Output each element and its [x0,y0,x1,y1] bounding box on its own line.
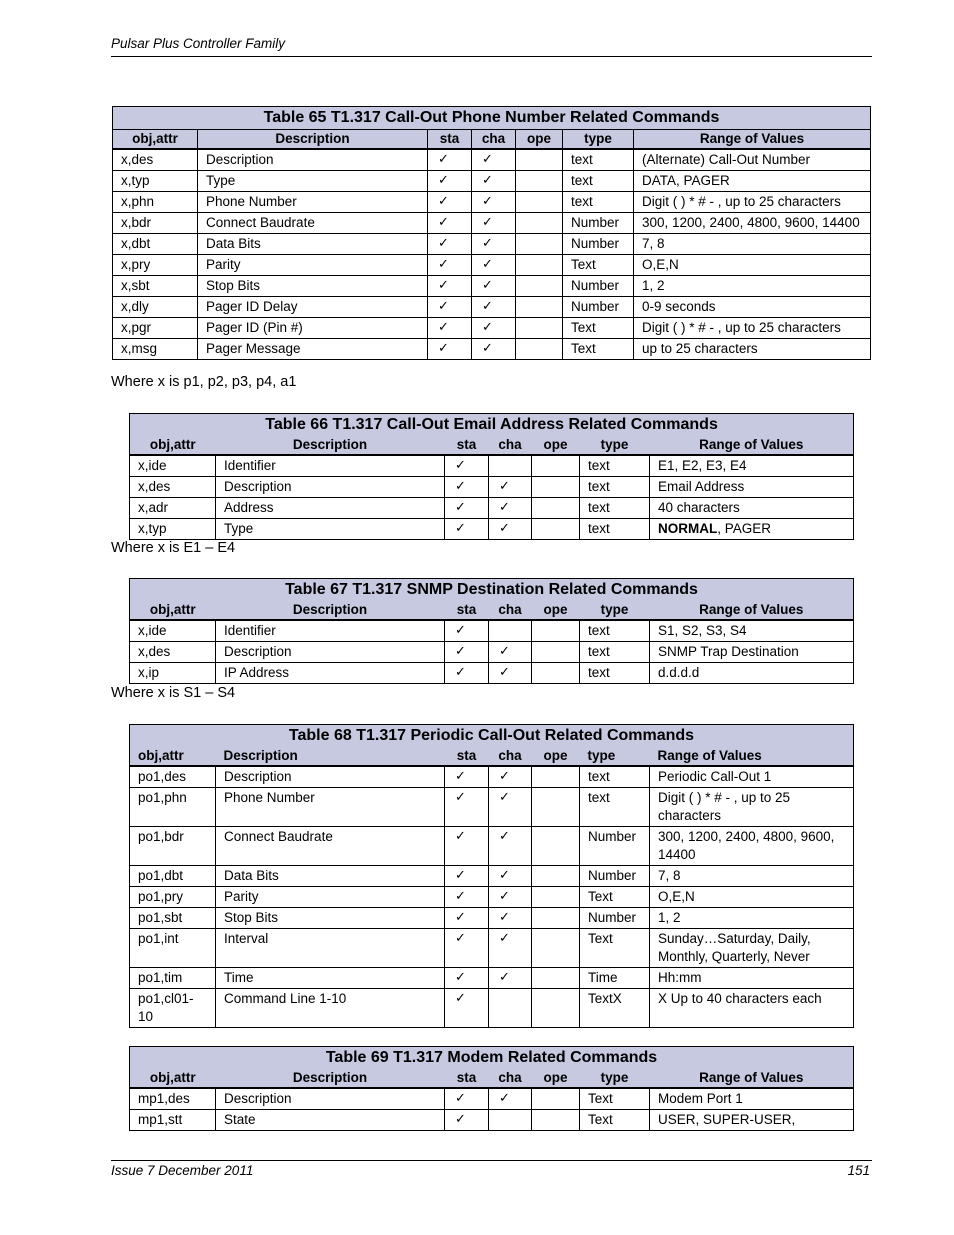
col-ope: ope [532,436,580,455]
cell-obj-attr: x,phn [113,192,198,213]
table-row [130,929,854,968]
table-row [130,1088,854,1110]
cell-cha: ✓ [472,276,516,297]
cell-obj-attr: po1,des [130,766,216,788]
table-row [130,1110,854,1131]
table-row [130,968,854,989]
cell-obj-attr: x,dbt [113,234,198,255]
cell-cha: ✓ [472,318,516,339]
col-obj-attr: obj,attr [130,436,216,455]
cell-obj-attr: po1,sbt [130,908,216,929]
cell-sta: ✓ [445,929,489,968]
running-header: Pulsar Plus Controller Family [111,36,286,51]
col-type: type [580,1069,650,1088]
cell-type: text [580,498,650,519]
cell-type: Number [580,827,650,866]
cell-range: 7, 8 [634,234,871,255]
cell-obj-attr: x,adr [130,498,216,519]
table-row [130,989,854,1028]
col-obj-attr: obj,attr [130,1069,216,1088]
cell-cha: ✓ [489,477,532,498]
cell-range: up to 25 characters [634,339,871,360]
col-range: Range of Values [650,747,854,766]
cell-type: text [580,519,650,540]
cell-description: Identifier [216,620,445,642]
cell-cha: ✓ [472,255,516,276]
cell-range: USER, SUPER-USER, [650,1110,854,1131]
cell-obj-attr: x,des [130,477,216,498]
col-type: type [563,130,634,150]
cell-type: text [563,149,634,171]
table-65-title: Table 65 T1.317 Call-Out Phone Number Related Commands [113,107,871,130]
cell-obj-attr: x,des [113,149,198,171]
cell-description: Stop Bits [216,908,445,929]
cell-description: Stop Bits [198,276,428,297]
cell-obj-attr: x,ide [130,620,216,642]
cell-ope [532,620,580,642]
cell-type: Number [563,234,634,255]
table-row [130,642,854,663]
table-row [113,234,871,255]
cell-cha: ✓ [472,339,516,360]
cell-range: Digit ( ) * # - , up to 25 characters [634,318,871,339]
range-text: , PAGER [717,521,772,536]
header-rule [111,56,872,57]
col-cha: cha [489,1069,532,1088]
cell-type: text [580,766,650,788]
col-description: Description [216,1069,445,1088]
cell-sta: ✓ [445,766,489,788]
range-bold-text: NORMAL [658,521,718,536]
cell-ope [532,827,580,866]
col-ope: ope [532,747,580,766]
cell-sta: ✓ [428,149,472,171]
col-cha: cha [489,436,532,455]
col-cha: cha [489,601,532,620]
cell-ope [516,276,563,297]
cell-obj-attr: x,des [130,642,216,663]
cell-sta: ✓ [428,276,472,297]
table-row [130,519,854,540]
table-69 [129,1046,854,1131]
cell-cha: ✓ [489,827,532,866]
cell-description: Description [198,149,428,171]
cell-description: IP Address [216,663,445,684]
cell-range: 40 characters [650,498,854,519]
cell-range: Periodic Call-Out 1 [650,766,854,788]
cell-range: 300, 1200, 2400, 4800, 9600, 14400 [650,827,854,866]
cell-obj-attr: po1,phn [130,788,216,827]
cell-sta: ✓ [445,642,489,663]
cell-ope [516,171,563,192]
cell-obj-attr: x,msg [113,339,198,360]
table-66-note: Where x is E1 – E4 [111,540,236,556]
cell-cha: ✓ [489,788,532,827]
cell-ope [516,339,563,360]
cell-type: Text [563,339,634,360]
cell-range: 300, 1200, 2400, 4800, 9600, 14400 [634,213,871,234]
cell-cha: ✓ [472,149,516,171]
cell-ope [516,213,563,234]
cell-obj-attr: x,pry [113,255,198,276]
cell-ope [516,192,563,213]
cell-description: Description [216,766,445,788]
table-65 [112,106,871,360]
page-number: 151 [847,1163,870,1178]
table-row [113,213,871,234]
table-65-note: Where x is p1, p2, p3, p4, a1 [111,374,297,390]
table-67-note: Where x is S1 – S4 [111,685,236,701]
footer-issue: Issue 7 December 2011 [111,1163,254,1178]
col-cha: cha [489,747,532,766]
cell-obj-attr: x,typ [130,519,216,540]
cell-cha: ✓ [489,887,532,908]
cell-obj-attr: po1,tim [130,968,216,989]
cell-cha: ✓ [489,663,532,684]
cell-cha: ✓ [489,866,532,887]
table-69-title: Table 69 T1.317 Modem Related Commands [130,1047,854,1070]
cell-range: Email Address [650,477,854,498]
cell-type: Text [580,1110,650,1131]
cell-cha [489,989,532,1028]
cell-type: Text [580,1088,650,1110]
cell-ope [532,455,580,477]
cell-sta: ✓ [445,788,489,827]
cell-ope [516,318,563,339]
cell-obj-attr: po1,int [130,929,216,968]
cell-ope [532,766,580,788]
table-row [130,498,854,519]
cell-description: Time [216,968,445,989]
cell-sta: ✓ [445,827,489,866]
table-68 [129,724,854,1028]
cell-range [650,519,854,540]
cell-cha: ✓ [472,171,516,192]
cell-range: Digit ( ) * # - , up to 25 characters [634,192,871,213]
cell-cha [489,455,532,477]
cell-sta: ✓ [428,339,472,360]
table-67 [129,578,854,684]
cell-obj-attr: x,dly [113,297,198,318]
table-row [113,149,871,171]
cell-ope [532,519,580,540]
cell-range: d.d.d.d [650,663,854,684]
cell-obj-attr: x,pgr [113,318,198,339]
cell-sta: ✓ [445,620,489,642]
table-row [130,455,854,477]
cell-type: text [563,171,634,192]
cell-obj-attr: x,ip [130,663,216,684]
cell-type: text [580,455,650,477]
table-row [130,620,854,642]
cell-sta: ✓ [428,192,472,213]
cell-ope [532,498,580,519]
table-row [130,908,854,929]
cell-ope [516,234,563,255]
cell-description: Parity [198,255,428,276]
table-row [130,866,854,887]
cell-type: Number [580,908,650,929]
cell-type: Text [563,255,634,276]
col-description: Description [216,436,445,455]
table-row [113,255,871,276]
cell-ope [532,788,580,827]
cell-description: Interval [216,929,445,968]
col-range: Range of Values [650,601,854,620]
cell-ope [532,989,580,1028]
cell-range: Digit ( ) * # - , up to 25 characters [650,788,854,827]
col-type: type [580,747,650,766]
cell-ope [532,477,580,498]
col-ope: ope [532,601,580,620]
cell-ope [532,1110,580,1131]
cell-sta: ✓ [445,866,489,887]
cell-sta: ✓ [428,234,472,255]
table-row [130,766,854,788]
cell-cha: ✓ [489,968,532,989]
cell-cha: ✓ [489,642,532,663]
cell-ope [516,149,563,171]
table-66 [129,413,854,540]
cell-description: Type [216,519,445,540]
col-type: type [580,436,650,455]
cell-ope [532,866,580,887]
cell-description: Description [216,1088,445,1110]
table-67-title: Table 67 T1.317 SNMP Destination Related Commands [130,579,854,602]
cell-ope [532,663,580,684]
cell-cha: ✓ [489,519,532,540]
cell-sta: ✓ [445,1110,489,1131]
table-66-title: Table 66 T1.317 Call-Out Email Address Related Commands [130,414,854,437]
cell-cha [489,1110,532,1131]
col-obj-attr: obj,attr [130,747,216,766]
cell-description: Type [198,171,428,192]
cell-obj-attr: po1,bdr [130,827,216,866]
col-ope: ope [516,130,563,150]
cell-obj-attr: po1,cl01-10 [130,989,216,1028]
cell-type: TextX [580,989,650,1028]
cell-type: text [580,788,650,827]
col-obj-attr: obj,attr [113,130,198,150]
cell-cha: ✓ [472,234,516,255]
cell-sta: ✓ [445,989,489,1028]
cell-type: Time [580,968,650,989]
cell-type: Text [580,887,650,908]
table-row [113,318,871,339]
cell-range: DATA, PAGER [634,171,871,192]
cell-cha: ✓ [489,1088,532,1110]
cell-sta: ✓ [445,477,489,498]
cell-obj-attr: x,bdr [113,213,198,234]
cell-sta: ✓ [445,519,489,540]
cell-sta: ✓ [428,171,472,192]
cell-ope [532,887,580,908]
cell-range: Hh:mm [650,968,854,989]
cell-ope [532,968,580,989]
cell-obj-attr: po1,dbt [130,866,216,887]
cell-type: Number [563,297,634,318]
cell-cha: ✓ [472,297,516,318]
cell-description: Phone Number [216,788,445,827]
cell-description: Connect Baudrate [216,827,445,866]
cell-description: Pager Message [198,339,428,360]
cell-obj-attr: po1,pry [130,887,216,908]
col-description: Description [216,747,445,766]
cell-description: Pager ID Delay [198,297,428,318]
col-range: Range of Values [650,1069,854,1088]
cell-range: Modem Port 1 [650,1088,854,1110]
cell-sta: ✓ [428,318,472,339]
cell-sta: ✓ [428,297,472,318]
cell-description: Address [216,498,445,519]
cell-ope [516,255,563,276]
cell-type: text [580,477,650,498]
cell-type: Number [563,213,634,234]
cell-type: Text [580,929,650,968]
cell-range: X Up to 40 characters each [650,989,854,1028]
cell-sta: ✓ [445,1088,489,1110]
cell-range: 1, 2 [634,276,871,297]
col-sta: sta [445,436,489,455]
cell-cha: ✓ [472,213,516,234]
col-ope: ope [532,1069,580,1088]
col-sta: sta [428,130,472,150]
cell-description: Pager ID (Pin #) [198,318,428,339]
cell-description: Command Line 1-10 [216,989,445,1028]
cell-range: S1, S2, S3, S4 [650,620,854,642]
col-range: Range of Values [650,436,854,455]
table-row [113,276,871,297]
table-row [113,192,871,213]
cell-range: 1, 2 [650,908,854,929]
cell-range: Sunday…Saturday, Daily, Monthly, Quarterly, Never [650,929,854,968]
cell-range: 7, 8 [650,866,854,887]
cell-obj-attr: x,ide [130,455,216,477]
cell-description: State [216,1110,445,1131]
cell-ope [532,929,580,968]
cell-obj-attr: mp1,des [130,1088,216,1110]
cell-ope [516,297,563,318]
cell-ope [532,642,580,663]
cell-sta: ✓ [428,255,472,276]
table-68-title: Table 68 T1.317 Periodic Call-Out Related Commands [130,725,854,748]
table-row [130,477,854,498]
cell-description: Connect Baudrate [198,213,428,234]
cell-description: Identifier [216,455,445,477]
cell-obj-attr: mp1,stt [130,1110,216,1131]
col-sta: sta [445,1069,489,1088]
cell-type: Number [580,866,650,887]
cell-sta: ✓ [445,887,489,908]
cell-type: Text [563,318,634,339]
cell-description: Data Bits [216,866,445,887]
footer-rule [111,1160,872,1161]
col-sta: sta [445,747,489,766]
cell-type: Number [563,276,634,297]
cell-sta: ✓ [428,213,472,234]
cell-type: text [580,642,650,663]
col-cha: cha [472,130,516,150]
cell-sta: ✓ [445,498,489,519]
cell-description: Phone Number [198,192,428,213]
col-obj-attr: obj,attr [130,601,216,620]
cell-range: O,E,N [634,255,871,276]
cell-ope [532,908,580,929]
cell-description: Description [216,477,445,498]
cell-type: text [580,620,650,642]
cell-cha [489,620,532,642]
cell-ope [532,1088,580,1110]
cell-range: SNMP Trap Destination [650,642,854,663]
cell-cha: ✓ [489,498,532,519]
cell-sta: ✓ [445,455,489,477]
cell-type: text [580,663,650,684]
cell-range: E1, E2, E3, E4 [650,455,854,477]
col-type: type [580,601,650,620]
cell-sta: ✓ [445,908,489,929]
table-row [130,663,854,684]
cell-description: Parity [216,887,445,908]
col-sta: sta [445,601,489,620]
cell-cha: ✓ [489,766,532,788]
table-row [113,171,871,192]
table-row [113,297,871,318]
col-range: Range of Values [634,130,871,150]
table-row [130,788,854,827]
cell-sta: ✓ [445,968,489,989]
cell-sta: ✓ [445,663,489,684]
cell-obj-attr: x,sbt [113,276,198,297]
table-row [130,827,854,866]
cell-type: text [563,192,634,213]
cell-description: Data Bits [198,234,428,255]
cell-obj-attr: x,typ [113,171,198,192]
col-description: Description [198,130,428,150]
col-description: Description [216,601,445,620]
cell-cha: ✓ [489,929,532,968]
cell-cha: ✓ [472,192,516,213]
cell-cha: ✓ [489,908,532,929]
cell-range: O,E,N [650,887,854,908]
cell-range: (Alternate) Call-Out Number [634,149,871,171]
table-row [113,339,871,360]
cell-description: Description [216,642,445,663]
cell-range: 0-9 seconds [634,297,871,318]
table-row [130,887,854,908]
